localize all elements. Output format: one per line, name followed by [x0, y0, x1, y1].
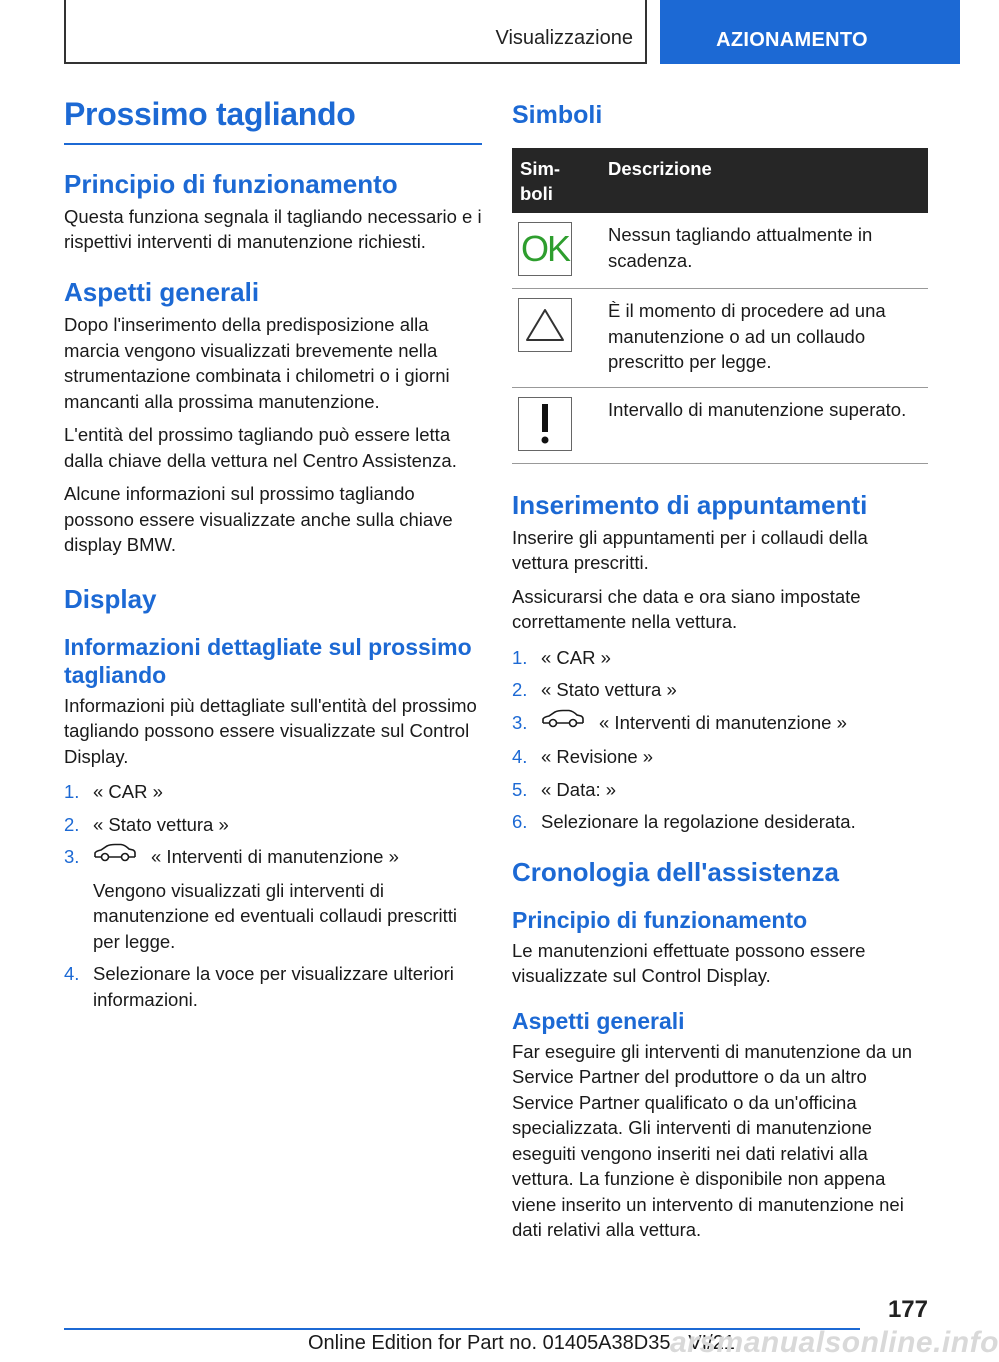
- list-item: [512, 677, 928, 703]
- page-number: 177: [887, 1296, 928, 1323]
- table-cell-description: Nessun tagliando attualmente in scadenza.: [600, 213, 928, 289]
- text-aspetti-1: Dopo l'inserimento della predisposizione alla marcia vengono visualizzati brevemente nella strumentazione combinata i chilometri o i giorni mancanti alla prossima manutenzione.: [64, 314, 450, 412]
- header-section-tab: [64, 0, 647, 64]
- right-column: [512, 100, 928, 1243]
- text-appuntamenti-2: Assicurarsi che data e ora siano impostate correttamente nella vettura.: [512, 585, 861, 633]
- text-aspetti-cronologia: Far eseguire gli interventi di manutenzione da un Service Partner del produttore o da un altro Service Partner qualificato o da un'officina specializzata. Gli interventi di manutenzione eseguiti vengono inseriti nei dati relativi alla vettura. La funzione è disponibile non appena viene inserito un intervento di manutenzione nei dati relativi alla vettura.: [512, 1040, 913, 1241]
- list-item: [512, 777, 928, 803]
- step-number: 4.: [512, 746, 528, 768]
- warning-triangle-icon: [518, 298, 572, 352]
- table-header-symbol: Sim- boli: [512, 148, 600, 213]
- text-principio-cronologia: Le manutenzioni effettuate possono essere visualizzate sul Control Display.: [512, 939, 866, 987]
- heading-info: Informazioni dettagliate sul prossimo tagliando: [64, 633, 472, 688]
- list-item: [64, 961, 482, 1012]
- step-number: 6.: [512, 811, 528, 833]
- heading-principio: Principio di funzionamento: [64, 168, 398, 199]
- page-title: Prossimo tagliando: [64, 96, 482, 145]
- right-steps-list: [512, 645, 928, 835]
- text-aspetti-2: L'entità del prossimo tagliando può essere letta dalla chiave della vettura nel Centro Assistenza.: [64, 424, 457, 471]
- step-text: « Stato vettura »: [93, 813, 229, 835]
- step-text: Selezionare la voce per visualizzare ulteriori informazioni.: [93, 963, 454, 1010]
- step-text: « CAR »: [541, 646, 611, 668]
- car-icon: [93, 843, 137, 870]
- heading-aspetti: Aspetti generali: [64, 276, 260, 307]
- step-number: 2.: [64, 813, 80, 835]
- step-number: 5.: [512, 778, 528, 800]
- text-info: Informazioni più dettagliate sull'entità del prossimo tagliando possono essere visualizzate sul Control Display.: [64, 694, 477, 767]
- table-header-description: Descrizione: [600, 148, 928, 213]
- heading-simboli: Simboli: [512, 101, 603, 129]
- header-section-label: Visualizzazione: [495, 27, 633, 49]
- table-cell-description: Intervallo di manutenzione superato.: [600, 387, 928, 463]
- text-principio: Questa funziona segnala il tagliando necessario e i rispettivi interventi di manutenzione richiesti.: [64, 205, 482, 253]
- text-appuntamenti-1: Inserire gli appuntamenti per i collaudi della vettura prescritti.: [512, 526, 868, 574]
- ok-symbol-text: OK: [520, 228, 569, 270]
- heading-aspetti-cronologia: Aspetti generali: [512, 1007, 685, 1034]
- step-number: 1.: [512, 646, 528, 668]
- footer-edition: Online Edition for Part no. 01405A38D35 - VI/21: [308, 1332, 735, 1354]
- left-steps-list: [64, 779, 482, 1012]
- table-cell-description: È il momento di procedere ad una manutenzione o ad un collaudo prescritto per legge.: [600, 289, 928, 388]
- list-item: [64, 779, 482, 805]
- step-text: « Stato vettura »: [541, 679, 677, 701]
- step-text: « Interventi di manutenzione »: [599, 711, 847, 733]
- table-row: [512, 213, 928, 289]
- heading-principio-cronologia: Principio di funzionamento: [512, 906, 808, 933]
- heading-cronologia: Cronologia dell'assistenza: [512, 856, 839, 887]
- table-row: [512, 289, 928, 388]
- list-item: [512, 809, 928, 835]
- heading-appuntamenti: Inserimento di appuntamenti: [512, 489, 868, 520]
- step-text: « CAR »: [93, 781, 163, 803]
- step-text: « Data: »: [541, 778, 617, 800]
- step-number: 3.: [64, 846, 80, 868]
- list-item: [512, 710, 928, 737]
- symbols-table: [512, 148, 928, 464]
- step-number: 2.: [512, 679, 528, 701]
- text-aspetti-3: Alcune informazioni sul prossimo tagliando possono essere visualizzate anche sulla chiave display BMW.: [64, 483, 453, 556]
- step-text: « Revisione »: [541, 746, 654, 768]
- left-column: [64, 96, 482, 1019]
- car-icon: [541, 709, 585, 736]
- table-row: [512, 387, 928, 463]
- step-number: 3.: [512, 711, 528, 733]
- exclamation-icon: [518, 397, 572, 451]
- list-item: [512, 645, 928, 671]
- step-subtext: Vengono visualizzati gli interventi di manutenzione ed eventuali collaudi prescritti per legge.: [93, 879, 458, 952]
- list-item: [512, 744, 928, 770]
- watermark: arsmanualsonline.info: [670, 1326, 999, 1359]
- step-text: « Interventi di manutenzione »: [151, 846, 399, 868]
- step-number: 1.: [64, 781, 80, 803]
- list-item: [64, 844, 482, 954]
- header-chapter-tab: [660, 0, 960, 64]
- heading-display: Display: [64, 583, 157, 614]
- list-item: [64, 812, 482, 838]
- step-number: 4.: [64, 963, 80, 985]
- step-text: Selezionare la regolazione desiderata.: [541, 811, 856, 833]
- header-chapter-label: AZIONAMENTO: [716, 29, 868, 51]
- ok-icon: [518, 222, 572, 276]
